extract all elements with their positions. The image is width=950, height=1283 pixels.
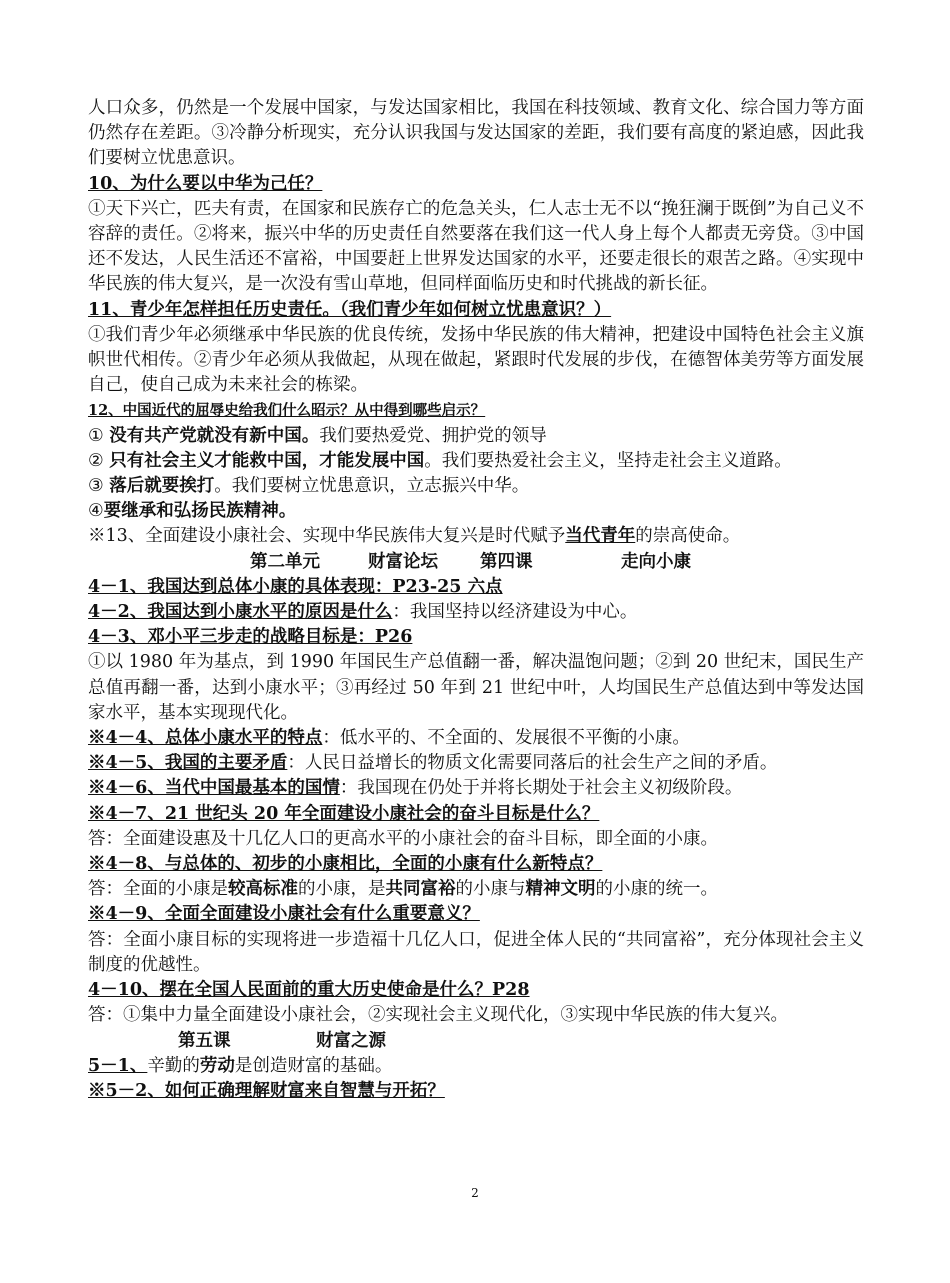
question-4-10-answer: 答：①集中力量全面建设小康社会，②实现社会主义现代化，③实现中华民族的伟大复兴。 <box>88 1005 788 1026</box>
question-4-5-answer: ：人民日益增长的物质文化需要同落后的社会生产之间的矛盾。 <box>287 753 778 774</box>
lesson-5-heading <box>88 1029 864 1054</box>
question-4-2-title: 4－2、我国达到小康水平的原因是什么 <box>88 602 393 623</box>
question-4-6-answer: ：我国现在仍处于并将长期处于社会主义初级阶段。 <box>339 778 743 799</box>
question-4-2 <box>88 600 864 625</box>
answer-text: 的小康的统一。 <box>595 879 718 900</box>
lesson-label: 第四课 <box>480 551 533 572</box>
unit-label: 第二单元 <box>250 551 320 572</box>
question-13 <box>88 524 864 549</box>
q13-emphasis: 当代青年 <box>565 526 636 547</box>
question-12-item <box>88 424 864 449</box>
question-4-8-title: ※4－8、与总体的、初步的小康相比，全面的小康有什么新特点？ <box>88 854 603 875</box>
question-4-9-answer: 答：全面小康目标的实现将进一步造福十几亿人口，促进全体人民的“共同富裕”，充分体现社会主义制度的优越性。 <box>88 929 864 975</box>
question-11-title: 11、青少年怎样担任历史责任。（我们青少年如何树立忧患意识？） <box>88 299 612 320</box>
question-5-2-title: ※5－2、如何正确理解财富来自智慧与开拓？ <box>88 1080 445 1101</box>
question-4-9-title: ※4－9、全面全面建设小康社会有什么重要意义？ <box>88 904 480 925</box>
lesson-title: 财富之源 <box>316 1030 386 1051</box>
answer-key-point: 精神文明 <box>525 879 596 900</box>
item-text: 。我们要树立忧患意识，立志振兴中华。 <box>214 476 530 497</box>
unit-heading <box>88 550 864 575</box>
question-4-7-answer: 答：全面建设惠及十几亿人口的更高水平的小康社会的奋斗目标，即全面的小康。 <box>88 828 718 849</box>
answer-key-point: 较高标准 <box>228 879 298 900</box>
question-12-item <box>88 474 864 499</box>
item-number: ④ <box>88 501 104 522</box>
answer-text: 的小康，是 <box>298 879 386 900</box>
item-key-point: 落后就要挨打 <box>109 476 215 497</box>
item-number: ② <box>88 450 110 471</box>
question-5-1 <box>88 1054 864 1079</box>
answer-key-point: 劳动 <box>199 1055 235 1076</box>
item-key-point: 没有共产党就没有新中国。 <box>109 425 320 446</box>
question-12-title: 12、中国近代的屈辱史给我们什么昭示？从中得到哪些启示？ <box>88 402 486 420</box>
question-4-5-title: ※4－5、我国的主要矛盾 <box>88 753 288 774</box>
question-11-answer: ①我们青少年必须继承中华民族的优良传统，发扬中华民族的伟大精神，把建设中国特色社会主义旗帜世代相传。②青少年必须从我做起，从现在做起，紧跟时代发展的步伐，在德智体美劳等方面发展自己，使自己成为未来社会的栋梁。 <box>88 324 864 396</box>
question-4-5 <box>88 751 864 776</box>
question-4-10-title: 4－10、摆在全国人民面前的重大历史使命是什么？P28 <box>88 980 530 1001</box>
document-page <box>88 96 864 1104</box>
question-10-answer: ①天下兴亡，匹夫有责，在国家和民族存亡的危急关头，仁人志士无不以“挽狂澜于既倒”为自己义不容辞的责任。②将来，振兴中华的历史责任自然要落在我们这一代人身上每个人都责无旁贷。③中国还不发达，人民生活还不富裕，中国要赶上世界发达国家的水平，还要走很长的艰苦之路。④实现中华民族的伟大复兴，是一次没有雪山草地，但同样面临历史和时代挑战的新长征。 <box>88 198 864 295</box>
question-4-4-title: ※4－4、总体小康水平的特点 <box>88 728 323 749</box>
item-number: ③ <box>88 476 110 497</box>
answer-text: 的小康与 <box>455 879 526 900</box>
question-4-1-title: 4－1、我国达到总体小康的具体表现：P23-25 六点 <box>88 576 503 597</box>
answer-text: 辛勤的 <box>147 1055 200 1076</box>
question-12-item <box>88 499 864 524</box>
question-4-6 <box>88 776 864 801</box>
item-text: 。我们要热爱社会主义，坚持走社会主义道路。 <box>424 450 792 471</box>
question-12-item <box>88 449 864 474</box>
question-10-title: 10、为什么要以中华为己任？ <box>88 173 323 194</box>
lesson-title: 走向小康 <box>621 551 691 572</box>
item-key-point: 要继承和弘扬民族精神。 <box>103 501 297 522</box>
answer-key-point: 共同富裕 <box>385 879 456 900</box>
question-4-4-answer: ：低水平的、不全面的、发展很不平衡的小康。 <box>322 728 690 749</box>
item-text: 我们要热爱党、拥护党的领导 <box>319 425 547 446</box>
answer-text: 是创造财富的基础。 <box>234 1055 393 1076</box>
item-key-point: 只有社会主义才能救中国，才能发展中国 <box>109 450 425 471</box>
q13-text-end: 的崇高使命。 <box>635 526 741 547</box>
answer-text: 答：全面的小康是 <box>88 879 228 900</box>
lesson-label: 第五课 <box>178 1030 231 1051</box>
page-number: 2 <box>471 1186 479 1200</box>
question-4-2-answer: ：我国坚持以经济建设为中心。 <box>392 602 638 623</box>
unit-topic: 财富论坛 <box>368 551 438 572</box>
question-4-6-title: ※4－6、当代中国最基本的国情 <box>88 778 340 799</box>
intro-paragraph: 人口众多，仍然是一个发展中国家，与发达国家相比，我国在科技领域、教育文化、综合国力等方面仍然存在差距。③冷静分析现实，充分认识我国与发达国家的差距，我们要有高度的紧迫感，因此我们要树立忧患意识。 <box>88 98 864 169</box>
question-4-3-answer: ①以 1980 年为基点，到 1990 年国民生产总值翻一番，解决温饱问题；②到 20 世纪末，国民生产总值再翻一番，达到小康水平；③再经过 50 年到 21 世纪中叶，人均国民生产总值达到中等发达国家水平，基本实现现代化。 <box>88 652 864 723</box>
question-4-3-title: 4－3、邓小平三步走的战略目标是：P26 <box>88 627 413 648</box>
question-5-1-title: 5－1、 <box>88 1055 148 1076</box>
question-4-4 <box>88 726 864 751</box>
question-4-8-answer <box>88 877 864 902</box>
question-4-7-title: ※4－7、21 世纪头 20 年全面建设小康社会的奋斗目标是什么？ <box>88 803 600 824</box>
item-number: ① <box>88 425 110 446</box>
q13-text: ※13、全面建设小康社会、实现中华民族伟大复兴是时代赋予 <box>88 526 566 547</box>
